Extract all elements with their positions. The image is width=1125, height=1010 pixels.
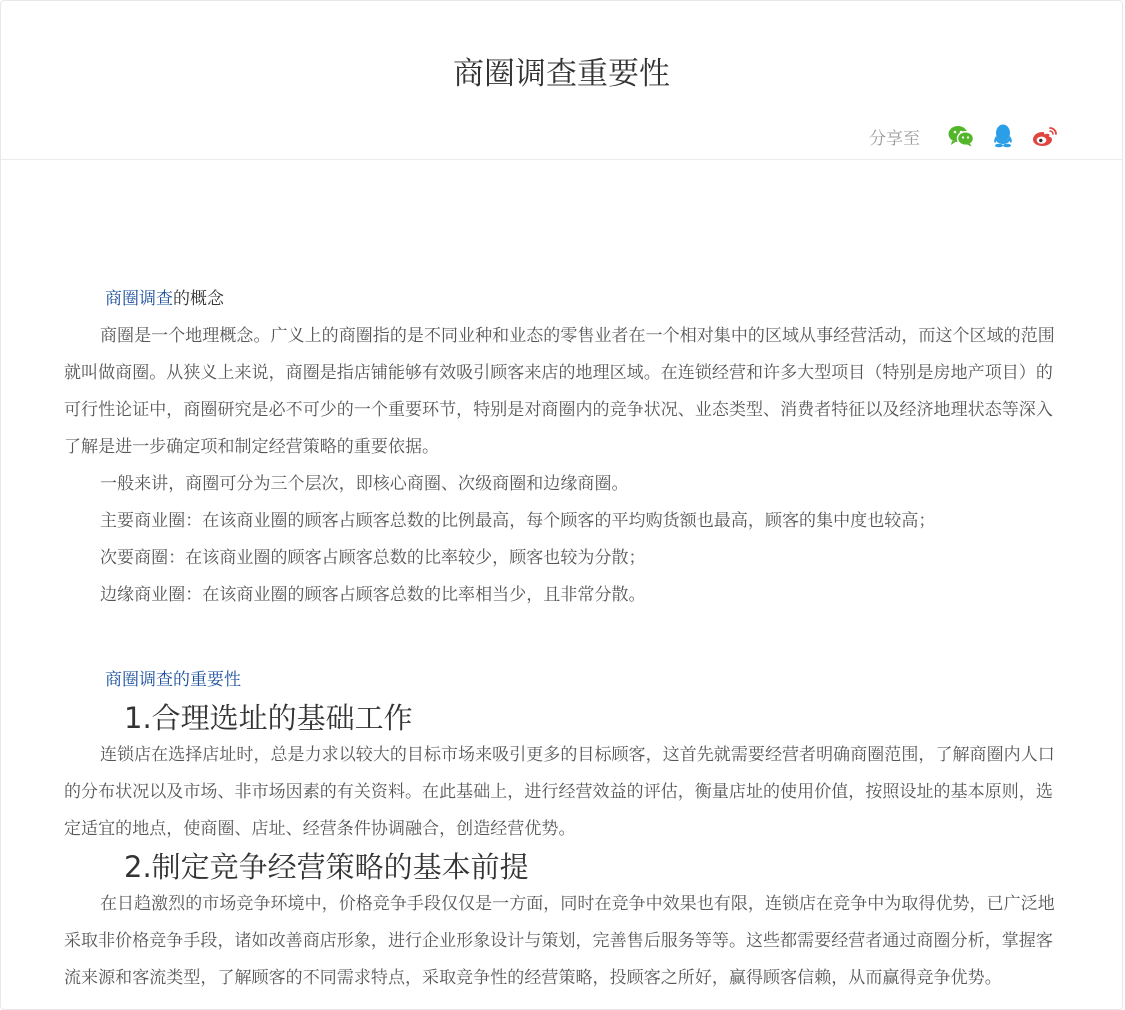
section-heading-suffix: 的概念 <box>173 289 224 309</box>
paragraph: 一般来讲，商圈可分为三个层次，即核心商圈、次级商圈和边缘商圈。 <box>100 474 629 494</box>
paragraph: 边缘商业圈：在该商业圈的顾客占顾客总数的比率相当少，且非常分散。 <box>100 585 646 605</box>
subheading: 2.制定竞争经营策略的基本前提 <box>124 850 529 884</box>
paragraph: 次要商圈：在该商业圈的顾客占顾客总数的比率较少，顾客也较为分散； <box>100 548 646 568</box>
paragraph: 主要商业圈：在该商业圈的顾客占顾客总数的比例最高，每个顾客的平均购货额也最高，顾客的集中度也较高； <box>100 511 936 531</box>
wechat-icon[interactable] <box>946 121 976 151</box>
qq-icon[interactable] <box>988 121 1018 151</box>
paragraph: 连锁店在选择店址时，总是力求以较大的目标市场来吸引更多的目标顾客，这首先就需要经营者明确商圈范围，了解商圈内人口的分布状况以及市场、非市场因素的有关资料。在此基础上，进行经营效益的评估，衡量店址的使用价值，按照设址的基本原则，选定适宜的地点，使商圈、店址、经营条件协调融合，创造经营优势。 <box>64 745 1055 839</box>
section-heading-concept <box>64 281 1064 318</box>
paragraph: 商圈是一个地理概念。广义上的商圈指的是不同业种和业态的零售业者在一个相对集中的区域从事经营活动，而这个区域的范围就叫做商圈。从狭义上来说，商圈是指店铺能够有效吸引顾客来店的地理区域。在连锁经营和许多大型项目（特别是房地产项目）的可行性论证中，商圈研究是必不可少的一个重要环节，特别是对商圈内的竞争状况、业态类型、消费者特征以及经济地理状态等深入了解是进一步确定项和制定经营策略的重要依据。 <box>64 326 1055 457</box>
share-label: 分享至 <box>869 128 920 149</box>
article-header <box>1 1 1122 160</box>
share-bar <box>869 121 1060 151</box>
paragraph: 在日趋激烈的市场竞争环境中，价格竞争手段仅仅是一方面，同时在竞争中效果也有限，连锁店在竞争中为取得优势，已广泛地采取非价格竞争手段，诸如改善商店形象，进行企业形象设计与策划，完善售后服务等等。这些都需要经营者通过商圈分析，掌握客流来源和客流类型，了解顾客的不同需求特点，采取竞争性的经营策略，投顾客之所好，赢得顾客信赖，从而赢得竞争优势。 <box>64 894 1055 988</box>
page-title: 商圈调查重要性 <box>453 56 670 92</box>
weibo-icon[interactable] <box>1030 121 1060 151</box>
keyword-link[interactable]: 商圈调查的重要性 <box>105 670 241 690</box>
keyword-link[interactable]: 商圈调查 <box>105 289 173 309</box>
section-heading-importance <box>64 662 1064 699</box>
subheading: 1.合理选址的基础工作 <box>124 701 413 735</box>
spacer <box>64 614 1064 662</box>
article-body <box>64 281 1064 997</box>
